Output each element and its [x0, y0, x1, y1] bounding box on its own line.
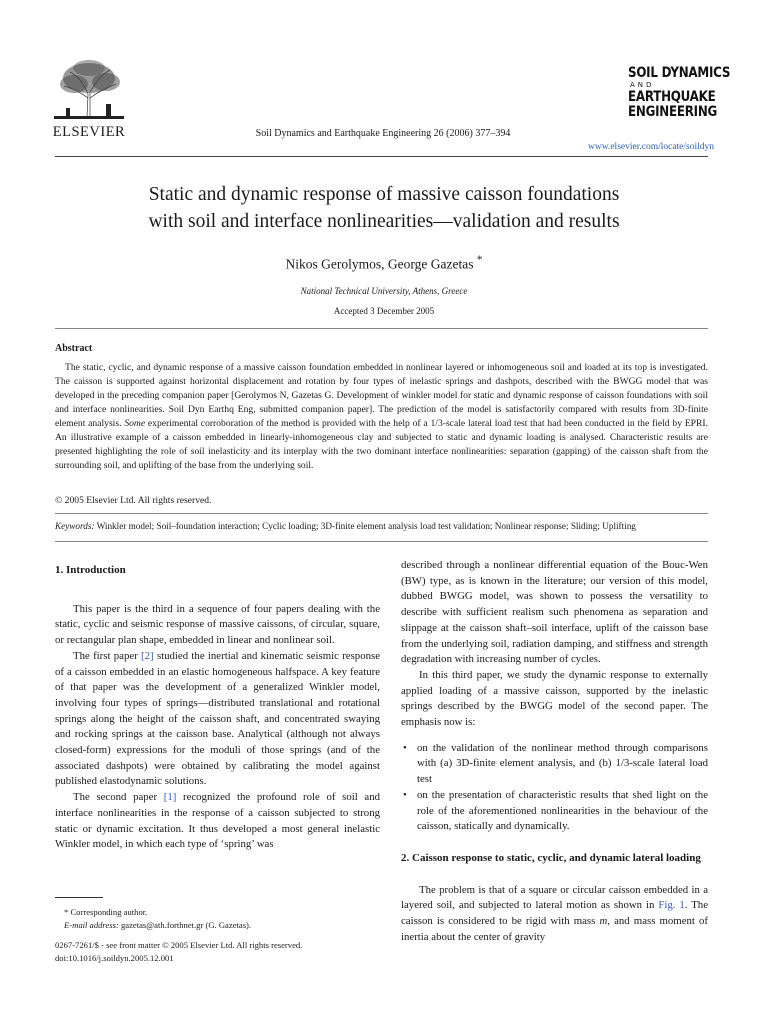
abstract-heading: Abstract: [55, 343, 93, 354]
journal-mark-line3: EARTHQUAKE: [628, 89, 716, 105]
intro-paragraph-3-continued: described through a nonlinear differential equation of the Bouc-Wen (BW) type, as is known in the literature; our version of this model, dubbed BWGG model, was shown to possess the versatility to describe with sufficient realism such phenomena as separation and slippage at the caisson shaft–soil interface, uplift of the caisson base from the underlying soil, radiation damping, and stiffness and strength degradation with increasing number of cycles.: [401, 559, 708, 666]
emphasis-item: • on the presentation of characteristic results that shed light on the role of the aforementioned nonlinearities in the behaviour of the caisson, statically and dynamically.: [401, 788, 708, 835]
footnote-corresponding: * Corresponding author.: [64, 907, 148, 917]
elsevier-wordmark: ELSEVIER: [52, 124, 126, 140]
intro-p2-text-a: The first paper: [73, 649, 138, 662]
emphasis-item: • on the validation of the nonlinear method through comparisons with (a) 3D-finite element analysis, and (b) 1/3-scale lateral load test: [401, 741, 708, 788]
section-2-paragraph-1: [401, 883, 708, 946]
emphasis-list: [401, 741, 708, 835]
abstract-text-part1: The static, cyclic, and dynamic response of a massive caisson foundation embedded in nonlinear layered or inhomogeneous soil and loaded at its top is investigated. The caisson is supported against horizontal displacement and rotation by four types of inelastic springs and dashpots, described with the BWGG model that was developed in the preceding companion paper [Gerolymos N, Gazetas G. Development of winkler model for static and dynamic response of caisson foundations with soil and interface nonlinearities. Soil Dyn Earthq Eng, submitted companion paper]. The prediction of the model is satisfactorily compared with results from 3D-finite element analysis.: [55, 362, 708, 430]
journal-mark-line4: ENGINEERING: [628, 104, 718, 120]
header-divider: [55, 156, 708, 157]
abstract-text-part2: experimental corroboration of the method is provided with the help of a 1/3-scale lateral load test that had been conducted in the field by EPRI. An illustrative example of a caisson embedded in linearly-inhomogeneous clay and subjected to static and dynamic loading is analysed. Characteristic results are presented highlighting the role of soil inelasticity and its interplay with the two dominant interface nonlinearities: separation (gapping) of the caisson shaft from the surrounding soil, and uplifting of the base from the underlying soil.: [55, 418, 709, 472]
intro-paragraph-2: [55, 649, 380, 790]
elsevier-tree-icon: [54, 58, 124, 120]
mass-symbol: m: [599, 915, 608, 928]
intro-paragraph-3: [55, 790, 380, 853]
keywords: [55, 521, 708, 531]
footnote-divider: [55, 897, 103, 898]
section2-text-c: , and mass moment of inertia about the center of gravity: [401, 915, 709, 943]
footnote-email: [64, 919, 251, 932]
section2-text-a: The problem is that of a square or circular caisson embedded in a layered soil, and subjected to lateral motion as shown in: [401, 883, 708, 912]
intro-paragraph-1: This paper is the third in a sequence of four papers dealing with the static, cyclic and seismic response of massive caissons, of circular, square, or rectangular plan shape, embedded in linear and nonlinear soil.: [55, 602, 380, 647]
keywords-label: Keywords:: [55, 521, 95, 531]
abstract-emphasis: Some: [124, 418, 146, 430]
email-label: E-mail address:: [64, 920, 119, 930]
elsevier-logo: [50, 58, 128, 140]
abstract-divider: [55, 328, 708, 329]
footnote-issn: 0267-7261/$ - see front matter © 2005 Elsevier Ltd. All rights reserved.: [55, 940, 303, 950]
body-column-right: [401, 558, 708, 945]
keywords-text: Winkler model; Soil–foundation interaction; Cyclic loading; 3D-finite element analysis load test validation; Nonlinear response; Sliding; Uplifting: [96, 521, 636, 531]
journal-citation: Soil Dynamics and Earthquake Engineering 26 (2006) 377–394: [255, 128, 511, 139]
abstract-body: [55, 361, 708, 473]
keywords-top-divider: [55, 513, 708, 514]
intro-p3-text-b: recognized the profound role of soil and interface nonlinearities in the response of a caisson subjected to strong static or dynamic excitation. It thus developed a most general inelastic Winkler model, in which each type of ‘spring’ was: [55, 791, 380, 851]
journal-mark-and: AND: [630, 81, 655, 89]
author-names: Nikos Gerolymos, George Gazetas: [285, 256, 474, 272]
title-line-1: Static and dynamic response of massive caisson foundations: [148, 184, 620, 205]
keywords-bottom-divider: [55, 541, 708, 542]
intro-p3-text-a: The second paper: [73, 791, 158, 804]
email-address[interactable]: gazetas@ath.forthnet.gr (G. Gazetas).: [120, 920, 252, 930]
section-2-heading: 2. Caisson response to static, cyclic, and dynamic lateral loading: [401, 851, 701, 864]
reference-link-1[interactable]: [1]: [163, 791, 177, 804]
affiliation: National Technical University, Athens, Greece: [300, 286, 468, 296]
accepted-date: Accepted 3 December 2005: [333, 306, 435, 316]
abstract-copyright: © 2005 Elsevier Ltd. All rights reserved.: [55, 495, 212, 506]
intro-paragraph-4: In this third paper, we study the dynamic response to externally applied loading of a massive caisson, supported by the inelastic springs described by the BWGG model of the second paper. The emphasis now is:: [401, 668, 708, 729]
body-column-left: [55, 563, 380, 853]
title-line-2: with soil and interface nonlinearities—validation and results: [148, 211, 620, 232]
author-list: [80, 254, 688, 273]
intro-p2-text-b: studied the inertial and kinematic seismic response of a caisson embedded in an elastic homogeneous halfspace. A key feature of that paper was the development of a generalized Winkler model, involving four types of springs—distributed translational and rotational springs along the height of the caisson shaft, and concentrated swaying and rocking springs at the caisson base. Analytical (although not always closed-form) expressions for the moduli of those springs (and of the associated dashpots) were obtained by calibrating the model against published elastodynamic solutions.: [55, 649, 380, 788]
article-title: [80, 181, 688, 235]
figure-1-link[interactable]: Fig. 1: [658, 899, 685, 912]
journal-mark-line1: SOIL DYNAMICS: [628, 65, 731, 81]
footnote-doi: doi:10.1016/j.soildyn.2005.12.001: [55, 953, 174, 963]
reference-link-2[interactable]: [2]: [141, 649, 154, 662]
corresponding-author-mark[interactable]: *: [476, 254, 483, 266]
section2-text-b: . The caisson is considered to be rigid with mass: [401, 899, 708, 928]
section-1-heading: 1. Introduction: [55, 564, 126, 576]
journal-title-mark: [628, 65, 731, 120]
journal-url-link[interactable]: www.elsevier.com/locate/soildyn: [588, 142, 715, 152]
